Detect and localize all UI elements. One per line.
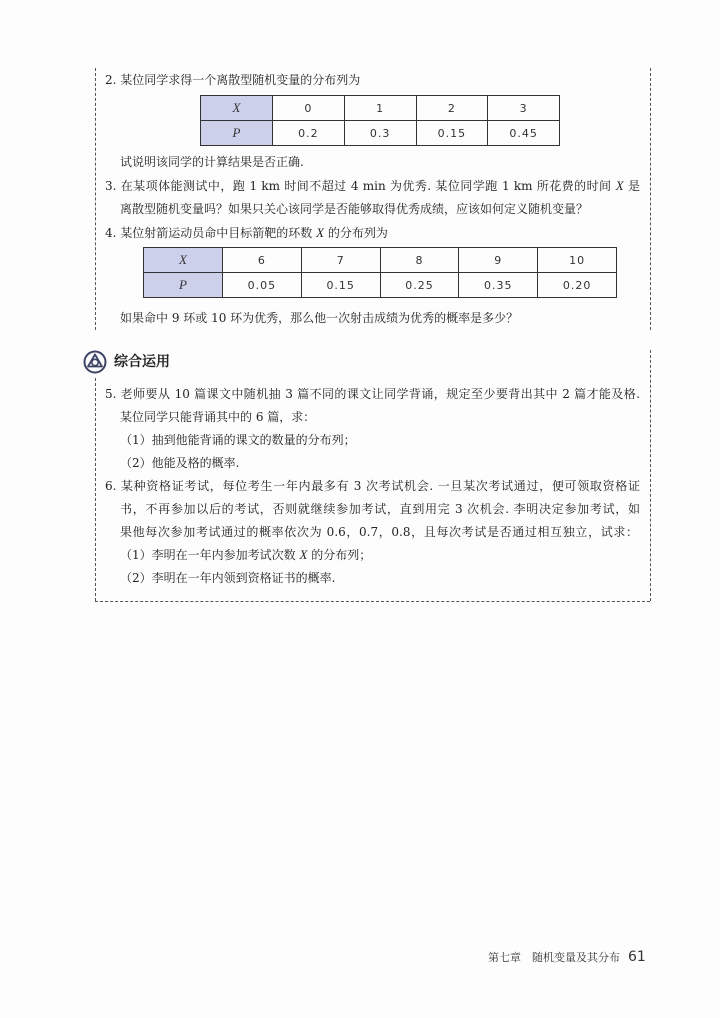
q5-sub2: （2）他能及格的概率.	[120, 456, 240, 470]
box2-left-border	[95, 378, 96, 601]
table-cell: 0.2	[273, 121, 345, 146]
table-cell: 2	[416, 96, 488, 121]
box1-left-border	[95, 68, 96, 330]
section-heading: 综合运用	[114, 354, 170, 370]
table-row-x	[144, 248, 617, 273]
table-cell: 0.35	[459, 273, 538, 298]
page-number: 61	[628, 949, 646, 965]
table-header-x: X	[144, 248, 223, 273]
footer-chapter-title: 第七章 随机变量及其分布	[488, 951, 620, 964]
table-header-p: P	[144, 273, 223, 298]
q6-line3: 果他每次参加考试通过的概率依次为 0.6，0.7，0.8，且每次考试是否通过相互独立，试求：	[120, 525, 638, 539]
table-cell: 10	[538, 248, 617, 273]
comprehensive-application-icon	[83, 350, 107, 374]
box1-right-border	[650, 68, 651, 330]
q5-sub1: （1）抽到他能背诵的课文的数量的分布列；	[120, 433, 356, 447]
table-cell: 0.45	[488, 121, 560, 146]
table-row-x	[201, 96, 560, 121]
q3-line1-end: 是	[623, 179, 640, 193]
table-cell: 0.15	[416, 121, 488, 146]
q6-line1: 6. 某种资格证考试，每位考生一年内最多有 3 次考试机会. 一旦某次考试通过，便可领取资格证	[105, 479, 640, 493]
q6-sub1-end: 的分布列；	[307, 548, 372, 562]
q4-text	[105, 225, 388, 241]
distribution-table-1	[200, 95, 560, 146]
table-cell: 7	[301, 248, 380, 273]
q3-line1	[105, 178, 640, 194]
table-cell: 9	[459, 248, 538, 273]
table-cell: 0.20	[538, 273, 617, 298]
variable-x: X	[615, 178, 624, 193]
q4-text-end: 的分布列为	[324, 226, 388, 240]
variable-x: X	[316, 225, 325, 240]
q2-follow: 试说明该同学的计算结果是否正确.	[120, 155, 304, 169]
table-cell: 0.15	[301, 273, 380, 298]
table-cell: 6	[223, 248, 302, 273]
q6-sub2: （2）李明在一年内领到资格证书的概率.	[120, 571, 336, 585]
table-header-x: X	[201, 96, 273, 121]
q6-sub1-start: （1）李明在一年内参加考试次数	[120, 548, 300, 562]
table-cell: 8	[380, 248, 459, 273]
q5-line2: 某位同学只能背诵其中的 6 篇，求：	[120, 410, 316, 424]
table-cell: 0.05	[223, 273, 302, 298]
table-row-p	[201, 121, 560, 146]
box2-right-border	[650, 350, 651, 601]
table-cell: 0.3	[344, 121, 416, 146]
box2-bottom-border	[95, 601, 650, 602]
q4-follow: 如果命中 9 环或 10 环为优秀，那么他一次射击成绩为优秀的概率是多少？	[120, 311, 519, 325]
variable-x: X	[299, 547, 308, 562]
distribution-table-2	[143, 247, 617, 298]
q3-line2: 离散型随机变量吗？如果只关心该同学是否能够取得优秀成绩，应该如何定义随机变量？	[120, 202, 589, 216]
q3-line1-text: 3. 在某项体能测试中，跑 1 km 时间不超过 4 min 为优秀. 某位同学跑 1 km 所花费的时间	[105, 179, 616, 193]
q2-text: 2. 某位同学求得一个离散型随机变量的分布列为	[105, 73, 361, 87]
q6-line2: 书，不再参加以后的考试，否则就继续参加考试，直到用完 3 次机会. 李明决定参加考试，如	[120, 502, 640, 516]
table-cell: 0.25	[380, 273, 459, 298]
q4-text-start: 4. 某位射箭运动员命中目标箭靶的环数	[105, 226, 317, 240]
table-cell: 1	[344, 96, 416, 121]
table-cell: 0	[273, 96, 345, 121]
table-row-p	[144, 273, 617, 298]
table-header-p: P	[201, 121, 273, 146]
q6-sub1	[120, 547, 371, 563]
q5-line1: 5. 老师要从 10 篇课文中随机抽 3 篇不同的课文让同学背诵，规定至少要背出其中 2 篇才能及格.	[105, 387, 640, 401]
table-cell: 3	[488, 96, 560, 121]
